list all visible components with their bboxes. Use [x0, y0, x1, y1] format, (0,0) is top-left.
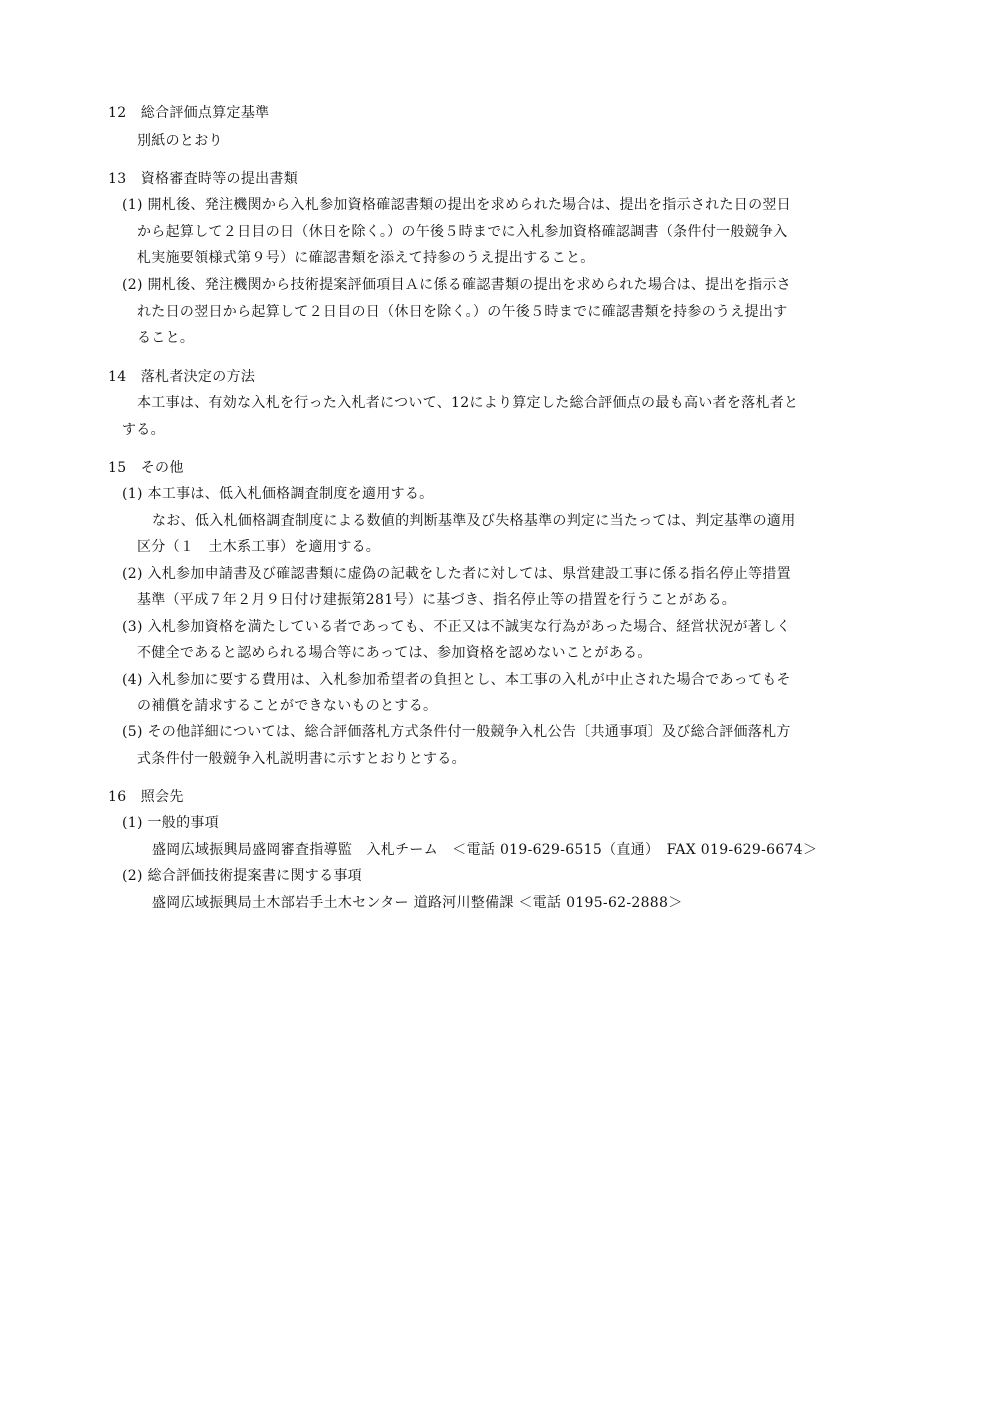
- section-15-item-5-line-2: 式条件付一般競争入札説明書に示すとおりとする。: [137, 751, 466, 767]
- section-15-item-3-line-2: 不健全であると認められる場合等にあっては、参加資格を認めないことがある。: [137, 645, 652, 661]
- section-15-item-1-line-3: 区分（１ 土木系工事）を適用する。: [137, 539, 381, 555]
- section-13-item-1-line-1: (1) 開札後、発注機関から入札参加資格確認書類の提出を求められた場合は、提出を指示された日の翌日: [122, 197, 791, 213]
- section-16-item-1-contact: 盛岡広域振興局盛岡審査指導監 入札チーム ＜電話 019-629-6515（直通） FAX 019-629-6674＞: [152, 842, 818, 858]
- section-15-item-4-line-2: の補償を請求することができないものとする。: [137, 698, 438, 714]
- section-13-item-2-line-2: れた日の翌日から起算して２日目の日（休日を除く。）の午後５時までに確認書類を持参のうえ提出す: [137, 304, 788, 320]
- section-12-heading: 12 総合評価点算定基準: [108, 105, 270, 121]
- section-16-item-2-title: (2) 総合評価技術提案書に関する事項: [122, 868, 362, 884]
- section-13-item-1-line-2: から起算して２日目の日（休日を除く。）の午後５時までに入札参加資格確認調書（条件付一般競争入: [137, 224, 788, 240]
- section-13-heading: 13 資格審査時等の提出書類: [108, 171, 299, 187]
- section-15-item-2-line-2: 基準（平成７年２月９日付け建振第281号）に基づき、指名停止等の措置を行うことがある。: [137, 592, 737, 608]
- section-16-heading: 16 照会先: [108, 789, 184, 805]
- section-13-item-2-line-3: ること。: [137, 330, 195, 346]
- section-15-item-3-line-1: (3) 入札参加資格を満たしている者であっても、不正又は不誠実な行為があった場合、経営状況が著しく: [122, 619, 791, 635]
- section-13-item-1-line-3: 札実施要領様式第９号）に確認書類を添えて持参のうえ提出すること。: [137, 250, 595, 266]
- section-16-item-1-title: (1) 一般的事項: [122, 815, 219, 831]
- section-15-item-1-line-1: (1) 本工事は、低入札価格調査制度を適用する。: [122, 486, 434, 502]
- section-15-item-5-line-1: (5) その他詳細については、総合評価落札方式条件付一般競争入札公告〔共通事項〕及び総合評価落札方: [122, 724, 791, 740]
- section-14-heading: 14 落札者決定の方法: [108, 369, 256, 385]
- section-12-body: 別紙のとおり: [137, 133, 223, 149]
- section-14-line-1: 本工事は、有効な入札を行った入札者について、12により算定した総合評価点の最も高い者を落札者と: [137, 395, 799, 411]
- section-14-line-2: する。: [122, 422, 165, 438]
- section-15-item-4-line-1: (4) 入札参加に要する費用は、入札参加希望者の負担とし、本工事の入札が中止された場合であってもそ: [122, 672, 791, 688]
- section-13-item-2-line-1: (2) 開札後、発注機関から技術提案評価項目Ａに係る確認書類の提出を求められた場合は、提出を指示さ: [122, 277, 791, 293]
- section-16-item-2-contact: 盛岡広域振興局土木部岩手土木センター 道路河川整備課 ＜電話 0195-62-2888＞: [152, 895, 683, 911]
- section-15-item-2-line-1: (2) 入札参加申請書及び確認書類に虚偽の記載をした者に対しては、県営建設工事に係る指名停止等措置: [122, 566, 791, 582]
- section-15-item-1-line-2: なお、低入札価格調査制度による数値的判断基準及び失格基準の判定に当たっては、判定基準の適用: [152, 513, 796, 529]
- section-15-heading: 15 その他: [108, 460, 184, 476]
